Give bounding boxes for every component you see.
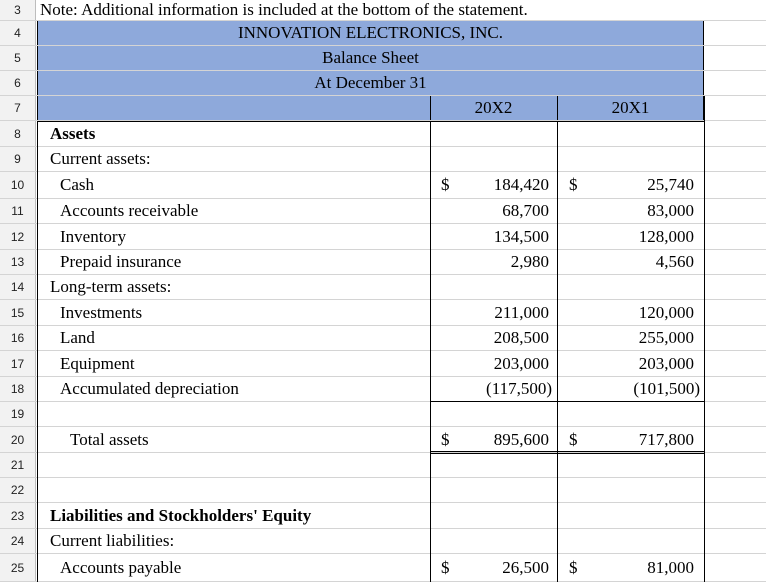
- row-13[interactable]: 13 Prepaid insurance 2,980 4,560: [0, 250, 766, 275]
- assets-heading: Assets: [50, 123, 96, 143]
- equipment-20x2: 203,000: [493, 353, 549, 373]
- land-20x1: 255,000: [638, 328, 694, 347]
- statement-title: Balance Sheet: [322, 48, 419, 67]
- current-assets-label: Current assets:: [50, 149, 151, 168]
- row-7[interactable]: 7 20X2 20X1: [0, 96, 766, 121]
- liabilities-equity-heading: Liabilities and Stockholders' Equity: [50, 505, 312, 525]
- row-8[interactable]: 8 Assets: [0, 121, 766, 147]
- row-4[interactable]: 4 INNOVATION ELECTRONICS, INC.: [0, 21, 766, 46]
- equipment-label: Equipment: [60, 353, 135, 373]
- currency-symbol: $: [569, 557, 578, 577]
- cash-20x2: 184,420: [493, 175, 549, 194]
- row-22[interactable]: 22: [0, 478, 766, 503]
- currency-symbol: $: [569, 175, 578, 194]
- row-24[interactable]: 24 Current liabilities:: [0, 529, 766, 554]
- row-21[interactable]: 21: [0, 453, 766, 478]
- row-18[interactable]: 18 Accumulated depreciation (117,500) (101,500): [0, 377, 766, 402]
- row-17[interactable]: 17 Equipment 203,000 203,000: [0, 351, 766, 377]
- accounts-receivable-label: Accounts receivable: [60, 201, 199, 220]
- investments-20x1: 120,000: [638, 302, 694, 322]
- statement-date: At December 31: [314, 73, 427, 92]
- row-11[interactable]: 11 Accounts receivable 68,700 83,000: [0, 199, 766, 224]
- column-header-20x1: 20X1: [611, 98, 650, 117]
- accumulated-depreciation-20x1: (101,500): [633, 379, 700, 398]
- row-16[interactable]: 16 Land 208,500 255,000: [0, 326, 766, 351]
- row-5[interactable]: 5 Balance Sheet: [0, 46, 766, 71]
- currency-symbol: $: [441, 557, 450, 577]
- current-liabilities-label: Current liabilities:: [50, 531, 175, 550]
- inventory-20x2: 134,500: [493, 226, 549, 246]
- prepaid-insurance-label: Prepaid insurance: [60, 252, 182, 271]
- accounts-payable-label: Accounts payable: [60, 557, 182, 577]
- row-14[interactable]: 14 Long-term assets:: [0, 275, 766, 300]
- prepaid-insurance-20x2: 2,980: [510, 252, 549, 271]
- currency-symbol: $: [569, 429, 578, 449]
- row-25[interactable]: 25 Accounts payable $ 26,500 $ 81,000: [0, 554, 766, 582]
- inventory-20x1: 128,000: [638, 226, 694, 246]
- row-9[interactable]: 9 Current assets:: [0, 147, 766, 172]
- accounts-payable-20x1: 81,000: [647, 557, 694, 577]
- row-19[interactable]: 19: [0, 402, 766, 427]
- row-3[interactable]: 3 Note: Additional information is included at the bottom of the statement.: [0, 0, 766, 21]
- prepaid-insurance-20x1: 4,560: [655, 252, 694, 271]
- long-term-assets-label: Long-term assets:: [50, 277, 172, 296]
- row-12[interactable]: 12 Inventory 134,500 128,000: [0, 224, 766, 250]
- investments-20x2: 211,000: [494, 302, 549, 322]
- row-23[interactable]: 23 Liabilities and Stockholders' Equity: [0, 503, 766, 529]
- investments-label: Investments: [60, 302, 143, 322]
- total-assets-label: Total assets: [70, 429, 149, 449]
- total-assets-20x1: 717,800: [638, 429, 694, 449]
- accumulated-depreciation-label: Accumulated depreciation: [60, 379, 239, 398]
- accumulated-depreciation-20x2: (117,500): [486, 379, 552, 398]
- currency-symbol: $: [441, 429, 450, 449]
- equipment-20x1: 203,000: [638, 353, 694, 373]
- land-20x2: 208,500: [493, 328, 549, 347]
- company-name: INNOVATION ELECTRONICS, INC.: [237, 23, 504, 42]
- cash-20x1: 25,740: [647, 175, 694, 194]
- row-15[interactable]: 15 Investments 211,000 120,000: [0, 300, 766, 326]
- accounts-payable-20x2: 26,500: [502, 557, 549, 577]
- accounts-receivable-20x2: 68,700: [502, 201, 549, 220]
- land-label: Land: [60, 328, 95, 347]
- currency-symbol: $: [441, 175, 450, 194]
- note-text: Note: Additional information is included at the bottom of the statement.: [40, 0, 528, 19]
- column-header-20x2: 20X2: [474, 98, 513, 117]
- total-assets-20x2: 895,600: [493, 429, 549, 449]
- inventory-label: Inventory: [60, 226, 127, 246]
- row-10[interactable]: 10 Cash $ 184,420 $ 25,740: [0, 172, 766, 199]
- accounts-receivable-20x1: 83,000: [647, 201, 694, 220]
- row-6[interactable]: 6 At December 31: [0, 71, 766, 96]
- row-20[interactable]: 20 Total assets $ 895,600 $ 717,800: [0, 427, 766, 453]
- cash-label: Cash: [60, 175, 94, 194]
